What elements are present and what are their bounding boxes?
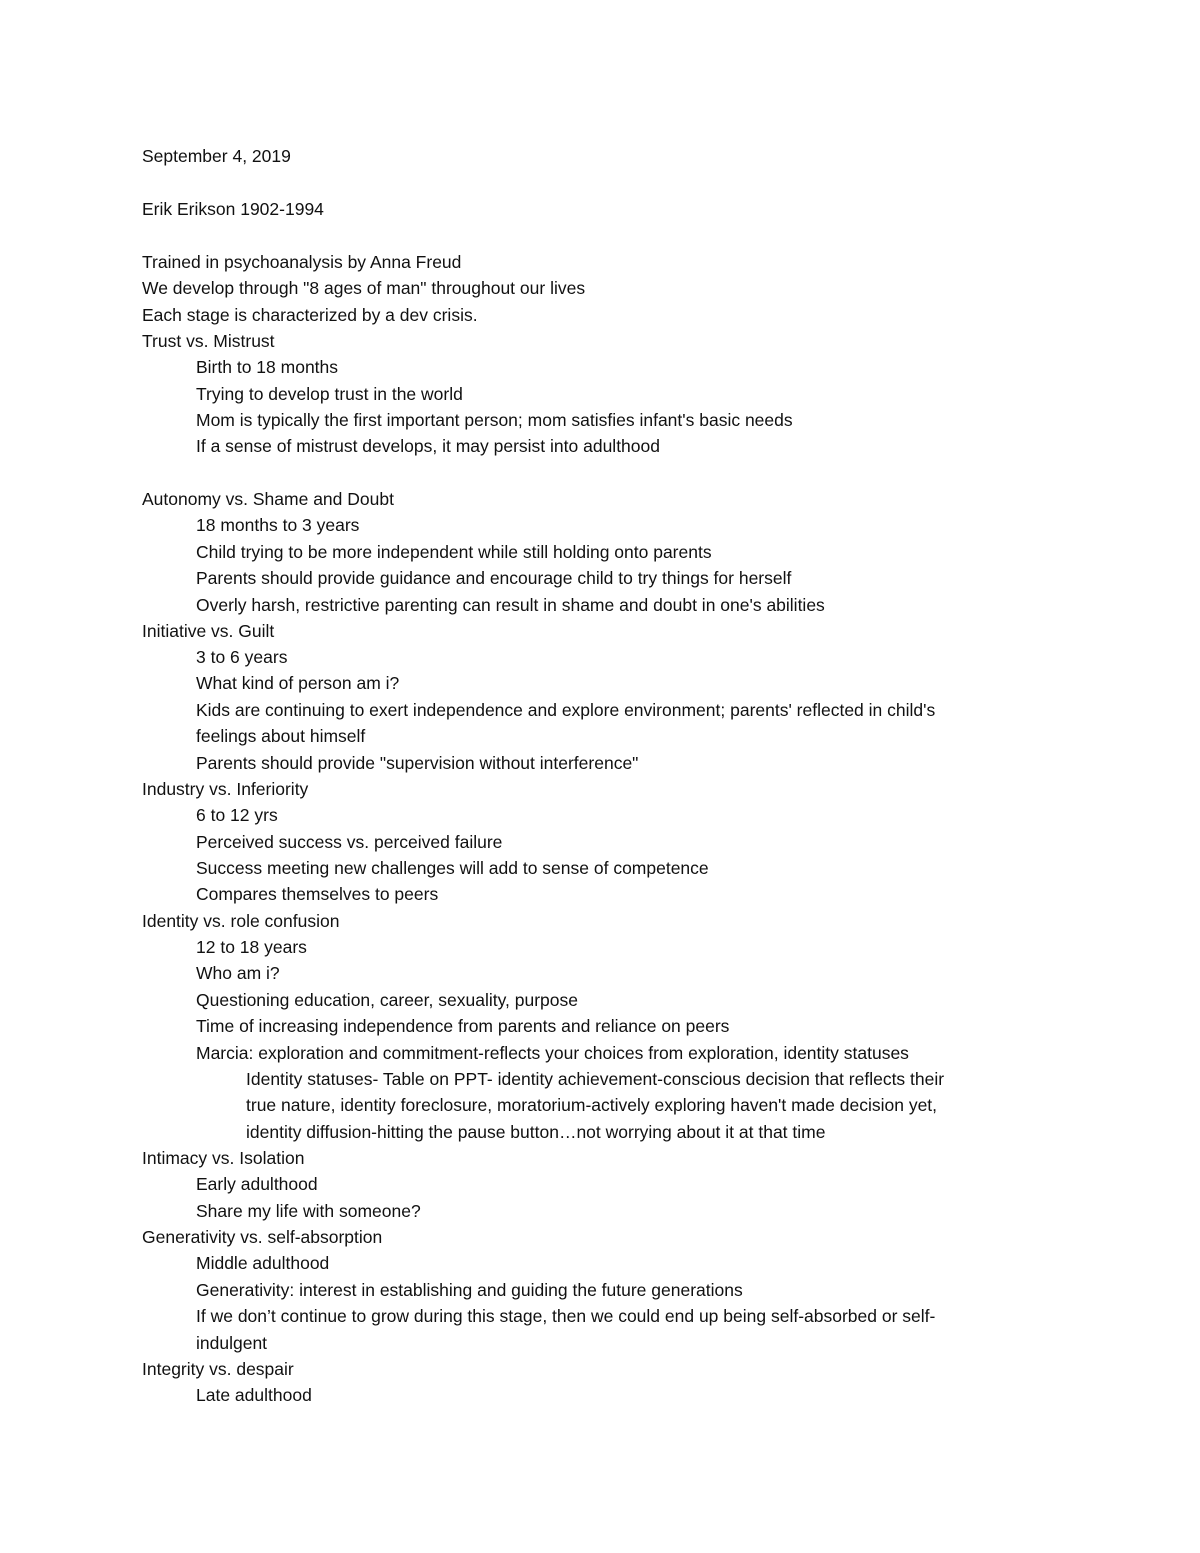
stage-item: Child trying to be more independent while still holding onto parents — [196, 542, 712, 562]
stage-item: Trying to develop trust in the world — [196, 384, 463, 404]
stage-item: Generativity: interest in establishing and guiding the future generations — [196, 1280, 743, 1300]
stage-item: Time of increasing independence from parents and reliance on peers — [196, 1016, 730, 1036]
stage-item: Parents should provide "supervision without interference" — [196, 753, 639, 773]
intro-line: Trained in psychoanalysis by Anna Freud — [142, 252, 462, 272]
stage-item: Compares themselves to peers — [196, 884, 439, 904]
stage-item: 12 to 18 years — [196, 937, 307, 957]
stage-item: 18 months to 3 years — [196, 515, 360, 535]
note-date: September 4, 2019 — [142, 146, 291, 166]
stage-heading: Generativity vs. self-absorption — [142, 1227, 383, 1247]
stage-item: Kids are continuing to exert independence and explore environment; parents' reflected in child's — [196, 700, 936, 720]
stage-item: Overly harsh, restrictive parenting can result in shame and doubt in one's abilities — [196, 595, 825, 615]
stage-heading: Integrity vs. despair — [142, 1359, 294, 1379]
stage-heading: Autonomy vs. Shame and Doubt — [142, 489, 394, 509]
stage-item: indulgent — [196, 1333, 268, 1353]
stage-item: 6 to 12 yrs — [196, 805, 278, 825]
stage-heading: Intimacy vs. Isolation — [142, 1148, 305, 1168]
stage-item: Perceived success vs. perceived failure — [196, 832, 503, 852]
stage-item: Success meeting new challenges will add to sense of competence — [196, 858, 709, 878]
intro-line: We develop through "8 ages of man" throughout our lives — [142, 278, 586, 298]
stage-item: Questioning education, career, sexuality, purpose — [196, 990, 578, 1010]
stage-item: If a sense of mistrust develops, it may persist into adulthood — [196, 436, 660, 456]
intro-line: Each stage is characterized by a dev crisis. — [142, 305, 478, 325]
stage-item: Mom is typically the first important person; mom satisfies infant's basic needs — [196, 410, 793, 430]
stage-heading: Industry vs. Inferiority — [142, 779, 309, 799]
stage-heading: Trust vs. Mistrust — [142, 331, 275, 351]
stage-subitem: true nature, identity foreclosure, moratorium-actively exploring haven't made decision yet, — [246, 1095, 938, 1115]
stage-item: feelings about himself — [196, 726, 366, 746]
stage-heading: Initiative vs. Guilt — [142, 621, 275, 641]
stage-item: Share my life with someone? — [196, 1201, 421, 1221]
stage-item: Marcia: exploration and commitment-reflects your choices from exploration, identity statuses — [196, 1043, 909, 1063]
stage-subitem: identity diffusion-hitting the pause button…not worrying about it at that time — [246, 1122, 826, 1142]
stage-item: Middle adulthood — [196, 1253, 330, 1273]
stage-subitem: Identity statuses- Table on PPT- identity achievement-conscious decision that reflects their — [246, 1069, 945, 1089]
note-subject: Erik Erikson 1902-1994 — [142, 199, 324, 219]
stage-item: Late adulthood — [196, 1385, 312, 1405]
stage-item: If we don’t continue to grow during this stage, then we could end up being self-absorbed or self- — [196, 1306, 936, 1326]
stage-item: Early adulthood — [196, 1174, 318, 1194]
stage-item: 3 to 6 years — [196, 647, 288, 667]
stage-item: Who am i? — [196, 963, 280, 983]
stage-item: Parents should provide guidance and encourage child to try things for herself — [196, 568, 792, 588]
stage-item: What kind of person am i? — [196, 673, 400, 693]
stage-item: Birth to 18 months — [196, 357, 339, 377]
stage-heading: Identity vs. role confusion — [142, 911, 340, 931]
